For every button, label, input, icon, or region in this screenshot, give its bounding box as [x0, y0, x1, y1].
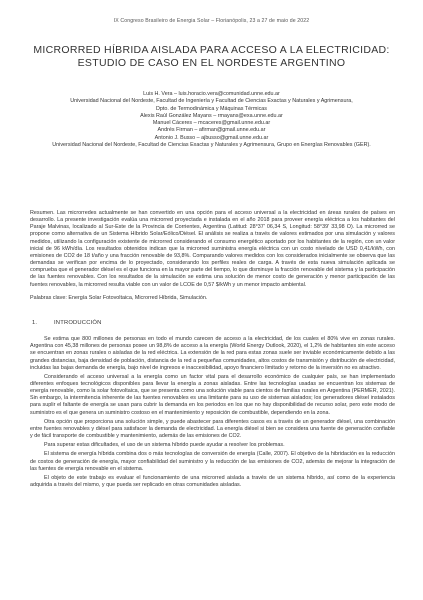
section-title: INTRODUCCIÓN [54, 319, 102, 326]
paper-title: MICRORRED HÍBRIDA AISLADA PARA ACCESO A LA ELECTRICIDAD: ESTUDIO DE CASO EN EL NORDESTE ARGENTINO [33, 44, 390, 69]
body-paragraph: El objeto de este trabajo es evaluar el funcionamiento de una microrred aislada a través de un sistema híbrido, así como de la experiencia adquirida a través del mismo, y que pueda ser replicado en otras comunidades aisladas. [30, 474, 395, 488]
paper-body [30, 210, 395, 491]
author-line: Alexis Raúl González Mayans – rmayans@exa.unne.edu.ar [140, 112, 283, 119]
body-paragraph: Se estima que 800 millones de personas en todo el mundo carecen de acceso a la electricidad, de los cuales el 80% vive en zonas rurales. Argentina con 45,38 millones de personas posee un 98,8% de acceso a la energía (World Energy Outlook, 2020), el 1,2% de habitantes sin este acceso se encuentran en zonas rurales o aisladas de la red eléctrica. La extensión de la red para estas zonas suele ser inviable económicamente debido a las grandes distancias, baja densidad de población, distancia de la red a pequeñas comunidades, altos costos de transmisión y distribución de electricidad, incluidas las bajas demanda de energía, bajo nivel de ingresos e inaccesibilidad, apoyo financiero limitado y retorno de la inversión no es atractivo. [30, 336, 395, 371]
body-paragraph: El sistema de energía híbrida combina dos o más tecnologías de conversión de energía (Calle, 2007). El objetivo de la hibridación es la reducción de costos de generación de energía, mayor confiabilidad del suministro y la reducción de las emisiones de CO2, además de mejorar la integración de las fuentes de energía renovable en el sistema. [30, 451, 395, 472]
author-line: Manuel Cáceres – mcaceres@gmail.unne.edu.ar [152, 120, 271, 127]
conference-header: IX Congreso Brasileiro de Energia Solar – Florianópolis, 23 a 27 de maio de 2022 [113, 18, 310, 24]
body-paragraph: Otra opción que proporciona una solución simple, y puede abastecer para diferentes casos es a través de un generador diésel, una combinación entre fuentes renovables y diésel para satisfacer la demanda de electricidad. La energía diésel si bien se considera una fuente de generación confiable y de fácil transporte de combustible y mantenimiento, además de las emisiones de CO2. [30, 418, 395, 440]
affiliation-line: Universidad Nacional del Nordeste, Facultad de Ciencias Exactas y Naturales y Agrimensura, Grupo en Energías Renovables (GER). [52, 142, 371, 149]
affiliation-line: Dpto. de Termodinámica y Máquinas Térmicas [156, 105, 267, 112]
affiliation-line: Universidad Nacional del Nordeste, Facultad de Ingeniería y Facultad de Ciencias Exactas y Naturales y Agrimensura, [70, 98, 353, 105]
author-block [40, 91, 383, 149]
author-line: Andrés Firman – afirman@gmail.unne.edu.ar [157, 127, 266, 134]
author-line: Antonio J. Busso – ajbusso@gmail.unne.edu.ar [154, 134, 269, 141]
section-number: 1. [32, 319, 38, 326]
body-paragraph: Considerando el acceso universal a la energía como un factor vital para el desarrollo económico de cualquier país, se han implementado diferentes enfoques tecnológicos disponibles para llevar la energía a zonas aisladas. Entre las tecnologías usadas se encuentran los sistemas de energía renovable, como la solar fotovoltaica, que se presenta como una solución viable para cientos de familias rurales en Argentina (PERMER, 2021). Sin embargo, la intermitencia inherente de las fuentes renovables es una limitante para su uso de sistemas aislados; los generadores diésel instalados para suplir el faltante de energía se usan para cubrir la demanda en los periodos en los que no hay disponibilidad de recurso solar, pero este modo de suministro es el que genera un suministro costoso en el mantenimiento y reposición de combustible, dependiendo en la zona. [30, 373, 395, 416]
author-line: Luis H. Vera – luis.horacio.vera@comunidad.unne.edu.ar [143, 91, 280, 97]
body-paragraph: Para superar estas dificultades, el uso de un sistema híbrido puede ayudar a resolver los problemas. [44, 442, 285, 449]
abstract: Resumen. Las microrredes actualmente se han convertido en una opción para el acceso universal a la electricidad en áreas rurales de países en desarrollo. La presente investigación evalúa una microrred proyectada e instalada en el año 2018 para proveer energía eléctrica a los habitantes del Paraje Malvinas, localizado al Sur-Este de la Provincia de Corrientes, Argentina (Latitud: 28°37' 06,34 S, Longitud: 58°39' 33,98 O). La microrred se propone como alternativa de un Sistema Híbrido Solar/Eólico/Diésel. El análisis se realiza a través de valores estimados por una simulación y valores medidos, utilizando la configuración existente de microrred considerando el consumo energético aportado por los habitantes de la región, con un valor inicial de 96 kWh/día. Los resultados obtenidos indican que la microrred suministra energía eléctrica con un costo nivelado de USD 0,41/kWh, con emisiones de CO2 de 18 t/año y una fracción renovable de 93,8%. Comparando valores medidos con los considerados inicialmente se observa que las demandas se verifican por encima de lo proyectado, considerando los perfiles reales de carga. A través de esta nueva simulación aplicada se comprueba que el generador diésel es el que funciona en la mayor parte del tiempo, lo que disminuye la fracción renovable del sistema y la participación de las fuentes renovables. Con los resultados de la simulación se estima una solución de menor costo de generación y menor participación de las fuentes renovables, la microrred resulta viable con un valor de LCOE de 0,57 $/kWh y un menor impacto ambiental. [30, 210, 395, 288]
section-heading [30, 320, 395, 327]
keywords: Palabras clave: Energía Solar Fotovoltaica, Microrred Híbrida, Simulación. [30, 294, 208, 301]
